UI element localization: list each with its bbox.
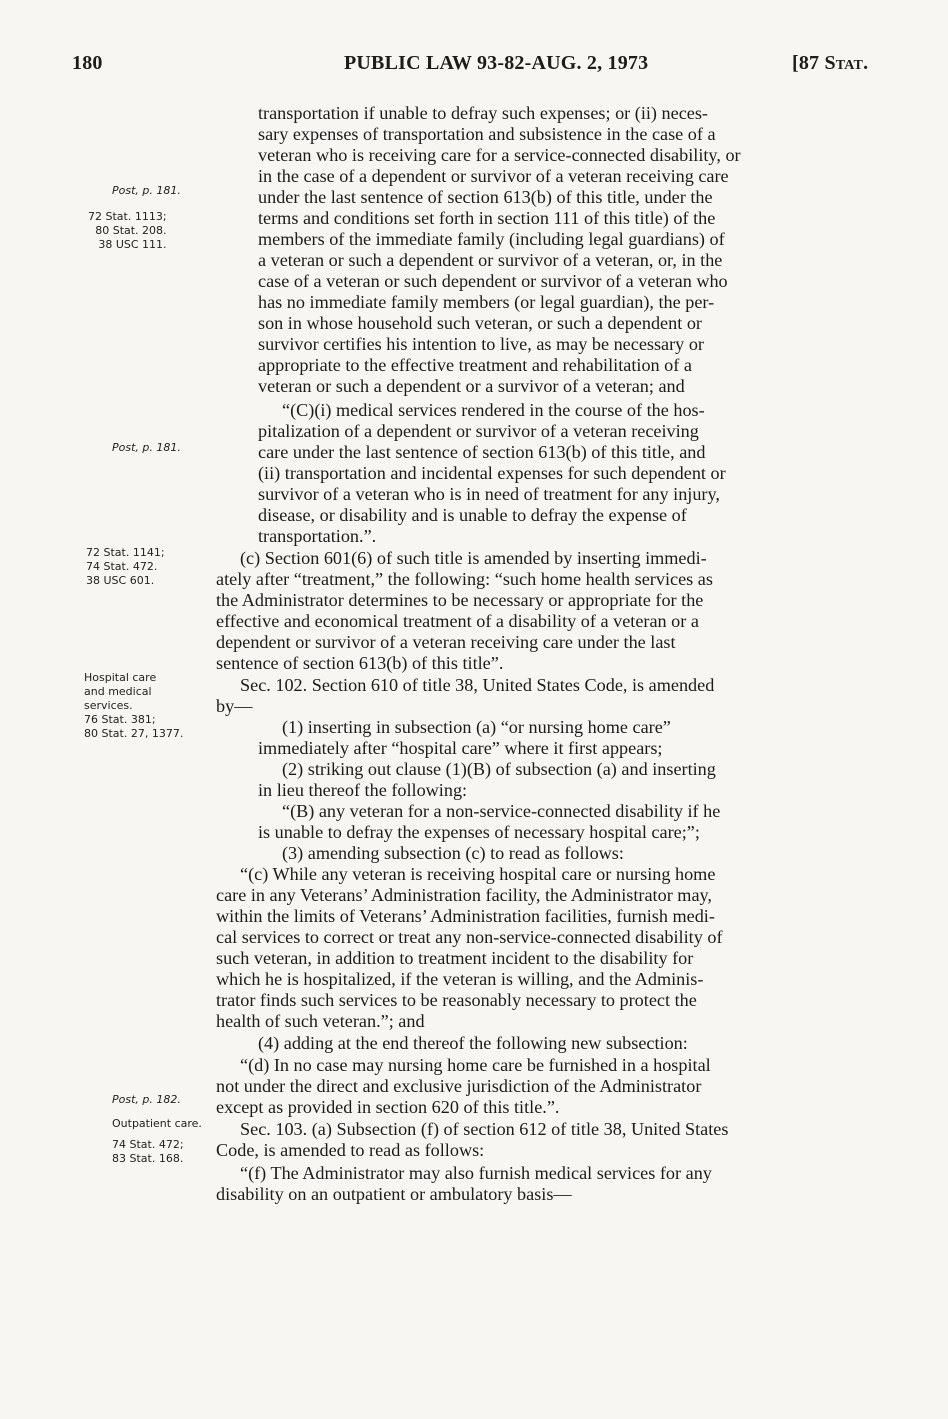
body-line: dependent or survivor of a veteran receiving care under the last bbox=[216, 632, 676, 652]
body-line: “(c) While any veteran is receiving hospital care or nursing home bbox=[240, 864, 716, 884]
body-line: in the case of a dependent or survivor of a veteran receiving care bbox=[258, 166, 729, 186]
body-line: Sec. 102. Section 610 of title 38, United States Code, is amended bbox=[240, 675, 715, 695]
margin-note bbox=[112, 1117, 202, 1131]
margin-note-line: Hospital care bbox=[84, 671, 157, 684]
margin-note-line: and medical bbox=[84, 685, 152, 698]
body-line: “(C)(i) medical services rendered in the course of the hos- bbox=[282, 400, 705, 420]
body-line: pitalization of a dependent or survivor of a veteran receiving bbox=[258, 421, 699, 441]
body-line: by— bbox=[216, 696, 253, 716]
body-line: (2) striking out clause (1)(B) of subsection (a) and inserting bbox=[282, 759, 716, 779]
body-line: Sec. 103. (a) Subsection (f) of section 612 of title 38, United States bbox=[240, 1119, 729, 1139]
body-line: effective and economical treatment of a disability of a veteran or a bbox=[216, 611, 699, 631]
body-line: transportation.”. bbox=[258, 526, 377, 546]
margin-note-line: 38 USC 601. bbox=[86, 574, 155, 587]
margin-note-line: 83 Stat. 168. bbox=[112, 1152, 184, 1165]
page-number: 180 bbox=[72, 52, 103, 74]
body-line: disease, or disability and is unable to defray the expense of bbox=[258, 505, 687, 525]
body-line: “(f) The Administrator may also furnish medical services for any bbox=[240, 1163, 712, 1183]
body-line: is unable to defray the expenses of necessary hospital care;”; bbox=[258, 822, 700, 842]
margin-note-line: 76 Stat. 381; bbox=[84, 713, 156, 726]
body-line: within the limits of Veterans’ Administration facilities, furnish medi- bbox=[216, 906, 715, 926]
body-line: trator finds such services to be reasonably necessary to protect the bbox=[216, 990, 697, 1010]
body-line: care under the last sentence of section 613(b) of this title, and bbox=[258, 442, 706, 462]
body-line: such veteran, in addition to treatment incident to the disability for bbox=[216, 948, 694, 968]
body-line: “(d) In no case may nursing home care be furnished in a hospital bbox=[240, 1055, 711, 1075]
body-line: Code, is amended to read as follows: bbox=[216, 1140, 485, 1160]
margin-note-line: 80 Stat. 27, 1377. bbox=[84, 727, 184, 740]
body-line: not under the direct and exclusive jurisdiction of the Administrator bbox=[216, 1076, 702, 1096]
body-line: has no immediate family members (or legal guardian), the per- bbox=[258, 292, 715, 312]
margin-note-line: 72 Stat. 1113; bbox=[88, 210, 167, 223]
margin-note-line: Post, p. 181. bbox=[112, 441, 181, 454]
body-line: a veteran or such a dependent or survivor of a veteran, or, in the bbox=[258, 250, 723, 270]
body-line: disability on an outpatient or ambulatory basis— bbox=[216, 1184, 572, 1204]
margin-note bbox=[112, 1093, 181, 1107]
margin-note bbox=[88, 210, 167, 252]
margin-note-line: 74 Stat. 472. bbox=[86, 560, 158, 573]
body-line: the Administrator determines to be necessary or appropriate for the bbox=[216, 590, 704, 610]
body-line: immediately after “hospital care” where it first appears; bbox=[258, 738, 663, 758]
body-line: “(B) any veteran for a non-service-connected disability if he bbox=[282, 801, 721, 821]
body-line: sentence of section 613(b) of this title”. bbox=[216, 653, 504, 673]
body-line: in lieu thereof the following: bbox=[258, 780, 468, 800]
body-line: survivor certifies his intention to live, as may be necessary or bbox=[258, 334, 704, 354]
body-line: care in any Veterans’ Administration facility, the Administrator may, bbox=[216, 885, 712, 905]
body-line: case of a veteran or such dependent or survivor of a veteran who bbox=[258, 271, 728, 291]
body-line: ately after “treatment,” the following: “such home health services as bbox=[216, 569, 713, 589]
margin-note-line: Outpatient care. bbox=[112, 1117, 202, 1130]
body-line: son in whose household such veteran, or such a dependent or bbox=[258, 313, 702, 333]
margin-note-line: services. bbox=[84, 699, 133, 712]
body-line: veteran who is receiving care for a service-connected disability, or bbox=[258, 145, 741, 165]
margin-note bbox=[112, 1138, 184, 1166]
margin-note bbox=[112, 184, 181, 198]
margin-note bbox=[86, 546, 165, 588]
body-line: health of such veteran.”; and bbox=[216, 1011, 425, 1031]
body-line: (4) adding at the end thereof the following new subsection: bbox=[258, 1033, 688, 1053]
margin-note-line: Post, p. 181. bbox=[112, 184, 181, 197]
body-line: (ii) transportation and incidental expenses for such dependent or bbox=[258, 463, 726, 483]
body-line: cal services to correct or treat any non-service-connected disability of bbox=[216, 927, 723, 947]
body-line: (3) amending subsection (c) to read as follows: bbox=[282, 843, 624, 863]
body-line: (c) Section 601(6) of such title is amended by inserting immedi- bbox=[240, 548, 707, 568]
body-line: sary expenses of transportation and subsistence in the case of a bbox=[258, 124, 716, 144]
body-line: survivor of a veteran who is in need of treatment for any injury, bbox=[258, 484, 720, 504]
margin-note bbox=[112, 441, 181, 455]
margin-note-line: Post, p. 182. bbox=[112, 1093, 181, 1106]
statute-reference: [87 Stat. bbox=[792, 52, 869, 74]
body-line: which he is hospitalized, if the veteran is willing, and the Adminis- bbox=[216, 969, 704, 989]
margin-note-line: 38 USC 111. bbox=[98, 238, 167, 251]
margin-note-line: 80 Stat. 208. bbox=[95, 224, 167, 237]
margin-note bbox=[84, 671, 183, 741]
body-line: members of the immediate family (including legal guardians) of bbox=[258, 229, 725, 249]
body-line: appropriate to the effective treatment and rehabilitation of a bbox=[258, 355, 692, 375]
body-line: veteran or such a dependent or a survivor of a veteran; and bbox=[258, 376, 685, 396]
margin-note-line: 74 Stat. 472; bbox=[112, 1138, 184, 1151]
body-line: terms and conditions set forth in section 111 of this title) of the bbox=[258, 208, 716, 228]
page-title: PUBLIC LAW 93-82-AUG. 2, 1973 bbox=[344, 52, 649, 74]
margin-note-line: 72 Stat. 1141; bbox=[86, 546, 165, 559]
body-line: except as provided in section 620 of this title.”. bbox=[216, 1097, 560, 1117]
body-line: (1) inserting in subsection (a) “or nursing home care” bbox=[282, 717, 671, 737]
body-line: transportation if unable to defray such expenses; or (ii) neces- bbox=[258, 103, 708, 123]
body-line: under the last sentence of section 613(b) of this title, under the bbox=[258, 187, 713, 207]
